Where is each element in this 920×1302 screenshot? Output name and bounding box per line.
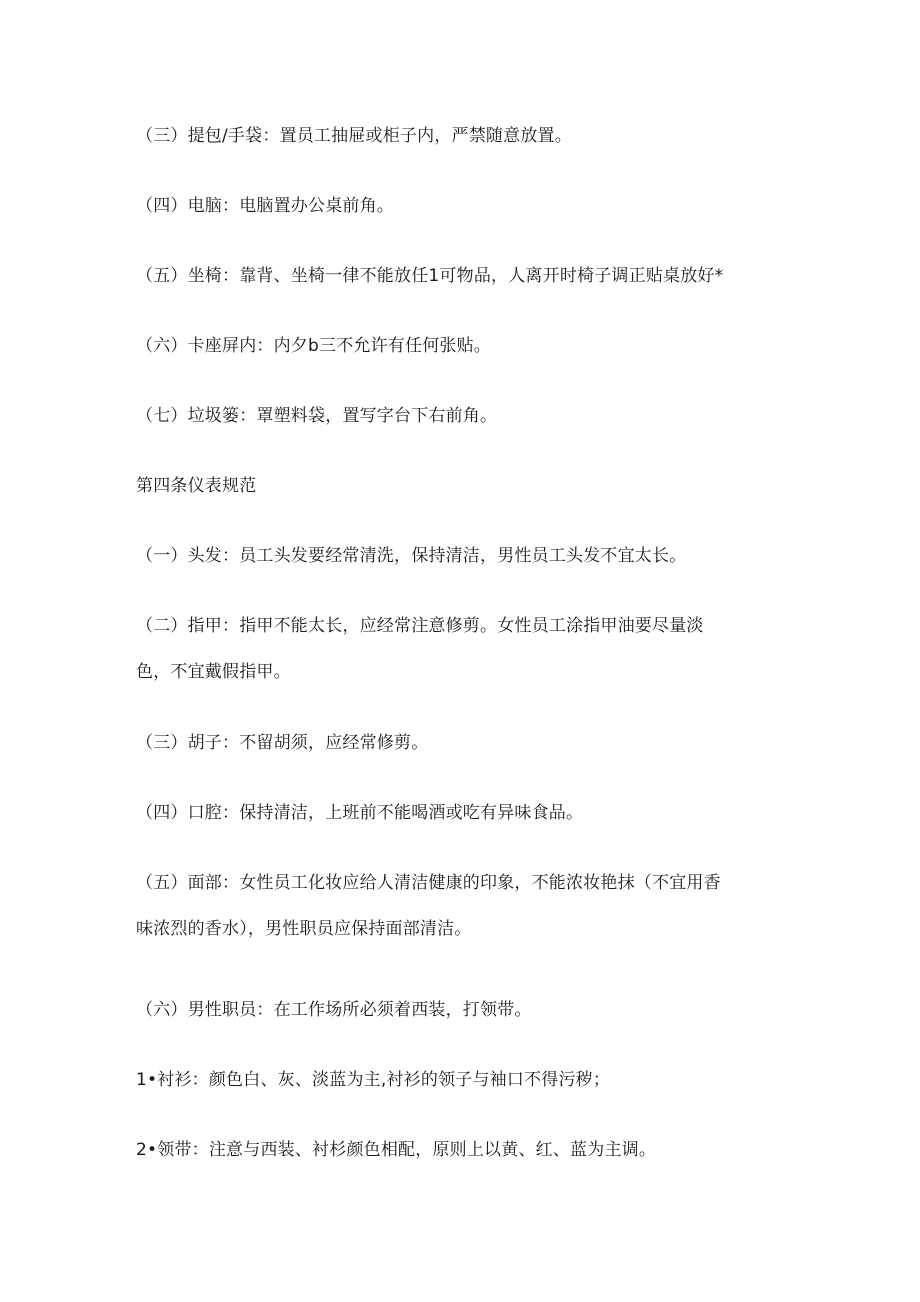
text-line: （四）口腔：保持清洁，上班前不能喝酒或吃有异味食品。 [136, 803, 584, 823]
section-heading: 第四条仪表规范 [136, 476, 257, 496]
text-line: （六）男性职员：在工作场所必须着西装，打领带。 [136, 1000, 532, 1020]
text-line: （六）卡座屏内：内夕b三不允许有任何张贴。 [136, 336, 491, 356]
text-line: （五）面部：女性员工化妆应给人清洁健康的印象，不能浓妆艳抹（不宜用香 [136, 873, 721, 893]
text-line: （四）电脑：电脑置办公桌前角。 [136, 196, 394, 216]
list-item: 2•领带：注意与西装、衬杉颜色相配，原则上以黄、红、蓝为主调。 [136, 1140, 657, 1160]
text-line: 味浓烈的香水），男性职员应保持面部清洁。 [136, 919, 472, 939]
text-line: （二）指甲：指甲不能太长，应经常注意修剪。女性员工涂指甲油要尽量淡 [136, 616, 704, 636]
text-line: （一）头发：员工头发要经常清洗，保持清洁，男性员工头发不宜太长。 [136, 546, 687, 566]
text-line: （三）提包/手袋：置员工抽屉或柜子内，严禁随意放置。 [136, 126, 572, 146]
text-line: （三）胡子：不留胡须，应经常修剪。 [136, 733, 429, 753]
list-item: 1•衬衫：颜色白、灰、淡蓝为主,衬衫的领子与袖口不得污秽； [136, 1070, 611, 1090]
text-line: 色，不宜戴假指甲。 [136, 662, 291, 682]
text-line: （五）坐椅：靠背、坐椅一律不能放任1可物品，人离开时椅子调正贴桌放好* [136, 266, 724, 286]
text-line: （七）垃圾篓：罩塑料袋，置写字台下右前角。 [136, 406, 498, 426]
